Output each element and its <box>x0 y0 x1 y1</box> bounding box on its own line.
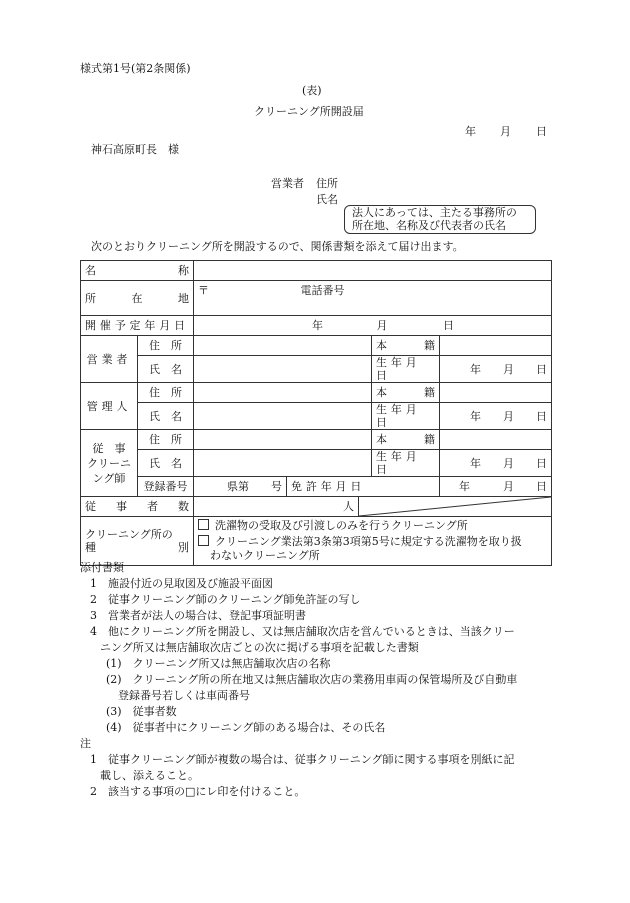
cleaner-birth-label: 生年月日 <box>372 450 440 477</box>
attachment-item: 4 他にクリーニング所を開設し、又は無店舗取次店を営んでいるときは、当該クリー <box>90 625 515 638</box>
row-manager-name <box>81 403 552 430</box>
cleaner-domicile-input[interactable] <box>440 430 552 450</box>
cleaner-address-input[interactable] <box>194 430 372 450</box>
operator-name-input[interactable] <box>194 356 372 383</box>
notes-heading: 注 <box>80 737 91 750</box>
row-open-date <box>81 316 552 336</box>
date-day: 日 <box>536 125 547 138</box>
workers-blank <box>359 497 552 517</box>
location-input[interactable] <box>194 281 552 316</box>
corp-note-line-1: 法人にあっては、主たる事務所の <box>352 206 517 219</box>
date-month: 月 <box>500 125 511 138</box>
applicant-address-label: 住所 <box>316 177 338 190</box>
manager-birth-label: 生年月日 <box>372 403 440 430</box>
type-option-1[interactable]: 洗濯物の受取及び引渡しのみを行うクリーニング所 <box>198 519 547 533</box>
cleaner-name-input[interactable] <box>194 450 372 477</box>
attachment-subitem: (4) 従事者中にクリーニング師のある場合は、その氏名 <box>106 721 386 734</box>
applicant-role: 営業者 <box>271 177 304 190</box>
date-year: 年 <box>465 125 476 138</box>
operator-domicile-input[interactable] <box>440 336 552 356</box>
attachment-subitem-cont: 登録番号若しくは車両番号 <box>118 689 250 702</box>
cleaner-domicile-label: 本 籍 <box>372 430 440 450</box>
reg-no-label: 登録番号 <box>138 477 194 497</box>
open-date-day: 日 <box>443 319 454 332</box>
intro-text: 次のとおりクリーニング所を開設するので、関係書類を添えて届け出ます。 <box>91 240 464 253</box>
type-option-2[interactable]: クリーニング業法第3条第3項第5号に規定する洗濯物を取り扱 <box>198 535 547 549</box>
postal-mark: 〒 <box>198 284 209 297</box>
cleaner-address-label: 住 所 <box>138 430 194 450</box>
row-type <box>81 517 552 566</box>
attachments-heading: 添付書類 <box>80 561 124 574</box>
phone-label: 電話番号 <box>300 284 345 297</box>
operator-birth-input[interactable]: 年 月 日 <box>440 356 552 383</box>
type-option-2-cont: わないクリーニング所 <box>210 549 320 562</box>
operator-label: 営業者 <box>81 336 138 383</box>
open-date-input[interactable] <box>194 316 552 336</box>
row-workers <box>81 497 552 517</box>
license-date-label: 免許年月日 <box>287 477 440 497</box>
applicant-name-label: 氏名 <box>316 193 338 206</box>
manager-name-input[interactable] <box>194 403 372 430</box>
license-date-input[interactable]: 年 月 日 <box>440 477 552 497</box>
open-date-year: 年 <box>312 319 323 332</box>
note-item: 1 従事クリーニング師が複数の場合は、従事クリーニング師に関する事項を別紙に記 <box>90 753 515 766</box>
checkbox-icon[interactable] <box>198 519 209 530</box>
manager-birth-input[interactable]: 年 月 日 <box>440 403 552 430</box>
workers-input[interactable]: 人 <box>194 497 359 517</box>
row-operator-name <box>81 356 552 383</box>
open-date-label: 開催予定年月日 <box>81 316 194 336</box>
type-options <box>194 517 552 566</box>
attachment-item-cont: ニング所又は無店舗取次店ごとの次に掲げる事項を記載した書類 <box>100 641 419 654</box>
manager-address-input[interactable] <box>194 383 372 403</box>
checkbox-icon[interactable] <box>198 535 209 546</box>
operator-address-input[interactable] <box>194 336 372 356</box>
location-label: 所 在 地 <box>81 281 194 316</box>
note-item: 2 該当する事項の□にレ印を付けること。 <box>90 785 306 798</box>
attachment-item: 1 施設付近の見取図及び施設平面図 <box>90 577 273 590</box>
attachment-subitem: (1) クリーニング所又は無店舗取次店の名称 <box>106 657 331 670</box>
row-cleaner-name <box>81 450 552 477</box>
attachment-subitem: (3) 従事者数 <box>106 705 177 718</box>
registration-table <box>80 260 552 566</box>
manager-address-label: 住 所 <box>138 383 194 403</box>
name-label: 名 称 <box>81 261 194 281</box>
cleaner-name-label: 氏 名 <box>138 450 194 477</box>
manager-domicile-input[interactable] <box>440 383 552 403</box>
form-number: 様式第1号(第2条関係) <box>80 62 191 75</box>
manager-name-label: 氏 名 <box>138 403 194 430</box>
attachments-section <box>80 560 560 800</box>
attachment-item: 3 営業者が法人の場合は、登記事項証明書 <box>90 609 306 622</box>
type-label: クリーニング所の 種 別 <box>81 517 194 566</box>
addressee: 神石高原町長 様 <box>91 143 179 156</box>
name-input[interactable] <box>194 261 552 281</box>
row-cleaner-registration <box>81 477 552 497</box>
side-label: (表) <box>302 84 322 97</box>
attachment-item: 2 従事クリーニング師のクリーニング師免許証の写し <box>90 593 361 606</box>
operator-domicile-label: 本 籍 <box>372 336 440 356</box>
open-date-month: 月 <box>376 319 388 332</box>
row-cleaner-address <box>81 430 552 450</box>
diagonal-strike <box>359 497 551 516</box>
row-name <box>81 261 552 281</box>
attachment-subitem: (2) クリーニング所の所在地又は無店舗取次店の業務用車両の保管場所及び自動車 <box>106 673 518 686</box>
operator-birth-label: 生年月日 <box>372 356 440 383</box>
workers-label: 従 事 者 数 <box>81 497 194 517</box>
row-operator-address <box>81 336 552 356</box>
operator-address-label: 住 所 <box>138 336 194 356</box>
page-title: クリーニング所開設届 <box>254 105 364 118</box>
reg-no-input[interactable]: 県第 号 <box>194 477 287 497</box>
operator-name-label: 氏 名 <box>138 356 194 383</box>
note-item-cont: 載し、添えること。 <box>100 769 199 782</box>
row-manager-address <box>81 383 552 403</box>
corp-note-line-2: 所在地、名称及び代表者の氏名 <box>352 219 506 232</box>
row-location <box>81 281 552 316</box>
cleaner-label: 従 事 クリーニ ング師 <box>81 430 138 497</box>
manager-domicile-label: 本 籍 <box>372 383 440 403</box>
cleaner-birth-input[interactable]: 年 月 日 <box>440 450 552 477</box>
manager-label: 管理人 <box>81 383 138 430</box>
